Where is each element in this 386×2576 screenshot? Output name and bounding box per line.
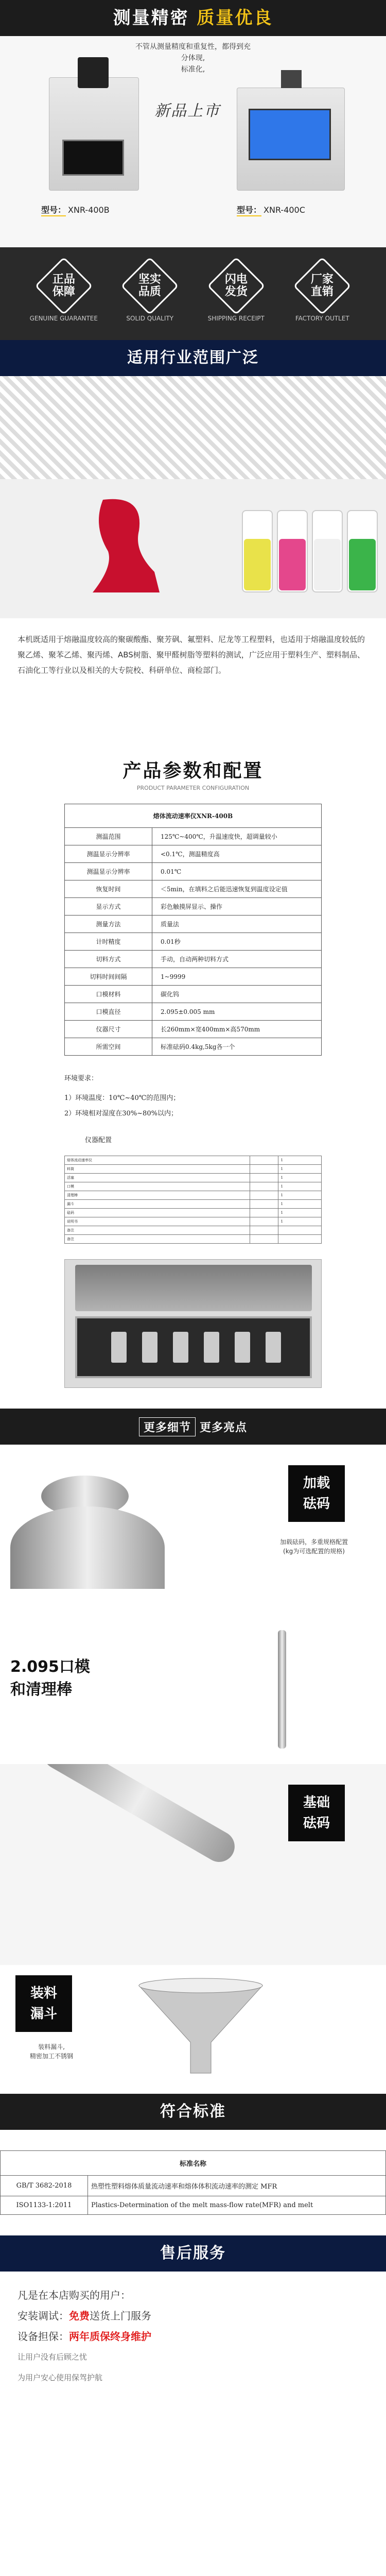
sales-line-4: 让用户没有后顾之忧 — [17, 2352, 87, 2362]
pellet-jar — [312, 510, 343, 592]
table-row — [65, 1038, 322, 1056]
table-row — [65, 951, 322, 968]
hero-title-a: 测量精密 — [113, 8, 189, 28]
config-cell: 说明书 — [65, 1217, 250, 1226]
spec-value: 1~9999 — [152, 968, 322, 986]
spec-key: 计时精度 — [65, 933, 152, 951]
detail-funnel — [0, 1965, 386, 2094]
spec-table — [64, 804, 322, 1056]
config-cell — [278, 1235, 322, 1244]
config-cell: 1 — [278, 1217, 322, 1226]
config-table — [64, 1156, 322, 1244]
spec-key: 切料时间间隔 — [65, 968, 152, 986]
standard-name: 热塑性塑料熔体质量流动速率和熔体体积流动速率的测定 MFR — [88, 2176, 386, 2196]
industry-photo-collage — [0, 376, 386, 618]
config-cell — [250, 1156, 278, 1165]
case-tool — [173, 1332, 188, 1363]
sales-warranty-label: 设备担保： — [17, 2330, 69, 2343]
plastic-mesh-image — [0, 376, 386, 479]
config-cell — [250, 1174, 278, 1182]
hero-section — [0, 0, 386, 247]
config-title: 仪器配置 — [85, 1137, 112, 1144]
standard-code: GB/T 3682-2018 — [1, 2176, 88, 2196]
spec-table-caption: 熔体流动速率仪XNR-400B — [65, 804, 322, 828]
config-cell — [250, 1165, 278, 1174]
weight-base-image — [10, 1506, 165, 1589]
config-cell: 1 — [278, 1182, 322, 1191]
spec-key: 切料方式 — [65, 951, 152, 968]
spec-value: 彩色触摸屏显示、操作 — [152, 898, 322, 916]
new-product-calligraphy: 新品上市 — [154, 102, 220, 120]
config-cell — [250, 1226, 278, 1235]
detail-die — [0, 1615, 386, 1764]
funnel-caption: 装料漏斗, 精密加工不锈钢 — [29, 2043, 73, 2060]
badge-diamond-icon — [207, 257, 265, 315]
spec-key: 测温范围 — [65, 828, 152, 845]
model-prefix-right: 型号： — [237, 204, 261, 216]
badge-en: SHIPPING RECEIPT — [207, 315, 265, 322]
table-row — [65, 1200, 322, 1209]
badge-cn: 坚实 品质 — [138, 273, 162, 298]
standard-title: 符合标准 — [0, 2094, 386, 2130]
table-row — [65, 1156, 322, 1165]
config-cell — [250, 1200, 278, 1209]
badge-en: FACTORY OUTLET — [295, 315, 349, 322]
specs-title: 产品参数和配置 — [122, 760, 264, 782]
model-label-left — [41, 204, 110, 216]
sales-door-service: 送货上门服务 — [90, 2310, 151, 2322]
spec-value: ＜5min，在填料之后能迅速恢复到温度设定值 — [152, 880, 322, 898]
table-row — [65, 880, 322, 898]
machine-screen-right — [249, 109, 331, 160]
spec-key: 仪器尺寸 — [65, 1021, 152, 1038]
case-tool — [204, 1332, 219, 1363]
cleaning-rod-image — [278, 1630, 286, 1749]
machine-screen-left — [62, 140, 124, 176]
config-cell — [250, 1191, 278, 1200]
badge-diamond-icon — [34, 257, 93, 315]
badges-row — [0, 247, 386, 340]
table-row — [65, 1226, 322, 1235]
industry-description: 本机既适用于熔融温度较高的聚碳酸酯、聚芳砜、氟塑料、尼龙等工程塑料，也适用于熔融温度较低的聚乙烯、聚苯乙烯、聚丙烯、ABS树脂、聚甲醛树脂等塑料的测试，广泛应用于塑料生产、塑料制品、石油化工等行业以及相关的大专院校、科研单位、商检部门。 — [0, 618, 386, 747]
table-row — [65, 933, 322, 951]
env-item-1: 1）环境温度：10℃~40℃的范围内； — [64, 1094, 180, 1102]
config-cell: 料筒 — [65, 1165, 250, 1174]
sales-lifetime: 终身维护 — [110, 2330, 151, 2343]
standard-code: ISO1133-1:2011 — [1, 2196, 88, 2215]
badge-cn: 正品 保障 — [52, 273, 75, 298]
spec-value: 质量法 — [152, 916, 322, 933]
config-cell — [250, 1182, 278, 1191]
spec-key: 测温显示分辨率 — [65, 863, 152, 880]
spec-key: 口模材料 — [65, 986, 152, 1003]
badge-cn: 闪电 发货 — [224, 273, 248, 298]
spec-value: 0.01℃ — [152, 863, 322, 880]
case-tool — [111, 1332, 127, 1363]
table-row — [1, 2196, 386, 2215]
env-title: 环境要求： — [64, 1075, 98, 1082]
sales-install-label: 安装调试： — [17, 2310, 69, 2322]
config-cell: 1 — [278, 1174, 322, 1182]
standard-section — [0, 2094, 386, 2235]
sales-line-1: 凡是在本店购买的用户： — [17, 2289, 131, 2301]
model-name-right: XNR-400C — [264, 205, 305, 215]
spec-value: 碳化钨 — [152, 986, 322, 1003]
config-cell — [250, 1235, 278, 1244]
spec-key: 测量方法 — [65, 916, 152, 933]
spec-key: 显示方式 — [65, 898, 152, 916]
die-label: 2.095口模 和清理棒 — [10, 1658, 90, 1699]
config-cell: 活塞 — [65, 1174, 250, 1182]
pellet-jar — [277, 510, 308, 592]
model-label-right — [237, 204, 305, 216]
config-cell: 备注 — [65, 1226, 250, 1235]
sales-line-3 — [17, 2326, 369, 2347]
pellet-jar — [347, 510, 378, 592]
table-row — [65, 1235, 322, 1244]
config-cell: 漏斗 — [65, 1200, 250, 1209]
spec-key: 恢复时间 — [65, 880, 152, 898]
sales-two-year: 两年质保 — [69, 2330, 110, 2343]
config-cell: 1 — [278, 1156, 322, 1165]
spec-key: 测温显示分辨率 — [65, 845, 152, 863]
config-cell: 1 — [278, 1200, 322, 1209]
pellet-jars-image — [242, 489, 386, 603]
config-cell: 清理棒 — [65, 1191, 250, 1200]
table-row — [65, 845, 322, 863]
hero-subtitle — [0, 41, 386, 75]
standard-wrap — [0, 2130, 386, 2235]
model-name-left: XNR-400B — [68, 205, 110, 215]
accessory-case-image — [64, 1259, 322, 1388]
table-row — [65, 1182, 322, 1191]
machine-image-left — [49, 77, 139, 191]
details-header — [0, 1409, 386, 1445]
after-sales-title: 售后服务 — [0, 2235, 386, 2272]
config-cell: 熔体流动速率仪 — [65, 1156, 250, 1165]
hero-title-b: 质量优良 — [197, 8, 273, 28]
hero-sub-line-1: 不管从测量精度和重复性，都得到充 — [135, 43, 251, 51]
specs-header — [0, 747, 386, 804]
badge-diamond-icon — [121, 257, 179, 315]
table-row — [65, 1021, 322, 1038]
config-cell: 1 — [278, 1209, 322, 1217]
table-row — [1, 2176, 386, 2196]
config-cell — [278, 1226, 322, 1235]
config-cell: 1 — [278, 1165, 322, 1174]
spec-value: <0.1℃，测温精度高 — [152, 845, 322, 863]
badge-factory — [286, 265, 358, 322]
config-cell — [250, 1209, 278, 1217]
case-lid — [75, 1265, 312, 1311]
config-cell: 备注 — [65, 1235, 250, 1244]
spec-value: 长260mm×宽400mm×高570mm — [152, 1021, 322, 1038]
machine-top-left — [78, 57, 109, 88]
environment-requirements — [64, 1071, 322, 1148]
badge-cn: 厂家 直销 — [311, 273, 334, 298]
standard-name: Plastics-Determination of the melt mass-flow rate(MFR) and melt — [88, 2196, 386, 2215]
table-row — [65, 1217, 322, 1226]
spacer — [0, 1388, 386, 1409]
after-sales-section — [0, 2235, 386, 2529]
table-row — [65, 1165, 322, 1174]
spec-value: 0.01秒 — [152, 933, 322, 951]
chair-shape-icon — [82, 495, 170, 598]
env-item-2: 2）环境相对湿度在30%~80%以内； — [64, 1110, 178, 1117]
table-row — [65, 898, 322, 916]
machine-top-right — [281, 70, 302, 88]
table-row — [65, 863, 322, 880]
hero-sub-line-2: 分体现, — [181, 54, 205, 62]
sales-line-2 — [17, 2306, 369, 2326]
table-row — [65, 1174, 322, 1182]
details-head-b: 更多亮点 — [200, 1421, 248, 1434]
badge-shipping — [200, 265, 272, 322]
piston-image — [38, 1764, 240, 1868]
funnel-label: 装料 漏斗 — [15, 1975, 72, 2032]
badge-en: SOLID QUALITY — [126, 315, 174, 322]
table-row — [65, 1191, 322, 1200]
badge-en: GENUINE GUARANTEE — [29, 315, 98, 322]
table-row — [65, 968, 322, 986]
hero-sub-line-3: 标准化, — [181, 65, 205, 74]
badge-diamond-icon — [293, 257, 352, 315]
specs-subtitle-en: PRODUCT PARAMETER CONFIGURATION — [136, 785, 250, 791]
table-row — [65, 1209, 322, 1217]
industry-section — [0, 340, 386, 747]
table-row — [65, 1003, 322, 1021]
config-cell: 口模 — [65, 1182, 250, 1191]
model-prefix-left: 型号： — [41, 204, 66, 216]
pellet-jar — [242, 510, 273, 592]
badge-quality — [114, 265, 186, 322]
detail-weights — [0, 1445, 386, 1615]
spec-key: 口模直径 — [65, 1003, 152, 1021]
spec-value: 125℃~400℃，升温速度快，超调量较小 — [152, 828, 322, 845]
weights-label: 加载 砝码 — [288, 1465, 345, 1522]
industry-title: 适用行业范围广泛 — [0, 340, 386, 376]
spec-rows — [65, 828, 322, 1056]
case-tool — [235, 1332, 250, 1363]
details-section — [0, 1409, 386, 2094]
spec-value: 标准砝码0.4kg,5kg各一个 — [152, 1038, 322, 1056]
badge-genuine — [28, 265, 100, 322]
standard-table — [0, 2150, 386, 2215]
config-cell — [250, 1217, 278, 1226]
table-row — [65, 986, 322, 1003]
weights-caption: 加载砝码，多重规格配置 (kg为可选配置的规格) — [279, 1538, 348, 1555]
base-weight-label: 基础 砝码 — [288, 1785, 345, 1841]
case-tool — [266, 1332, 281, 1363]
funnel-icon — [134, 1975, 268, 2078]
hero-title — [0, 0, 386, 36]
red-chair-image — [82, 495, 170, 598]
sales-line-5: 为用户安心使用保驾护航 — [17, 2373, 103, 2382]
sales-free-text: 免费 — [69, 2310, 90, 2322]
details-head-a: 更多细节 — [139, 1417, 196, 1436]
config-cell: 砝码 — [65, 1209, 250, 1217]
detail-base-weight — [0, 1764, 386, 1965]
config-cell: 1 — [278, 1191, 322, 1200]
config-rows — [65, 1156, 322, 1244]
case-tool — [142, 1332, 157, 1363]
spec-key: 所需空间 — [65, 1038, 152, 1056]
spec-value: 2.095±0.005 mm — [152, 1003, 322, 1021]
table-row — [65, 828, 322, 845]
standard-caption: 标准名称 — [1, 2151, 386, 2176]
spec-value: 手动，自动两种切料方式 — [152, 951, 322, 968]
specs-section — [0, 747, 386, 1409]
table-row — [65, 916, 322, 933]
machine-image-right — [237, 88, 345, 191]
after-sales-text — [0, 2272, 386, 2529]
